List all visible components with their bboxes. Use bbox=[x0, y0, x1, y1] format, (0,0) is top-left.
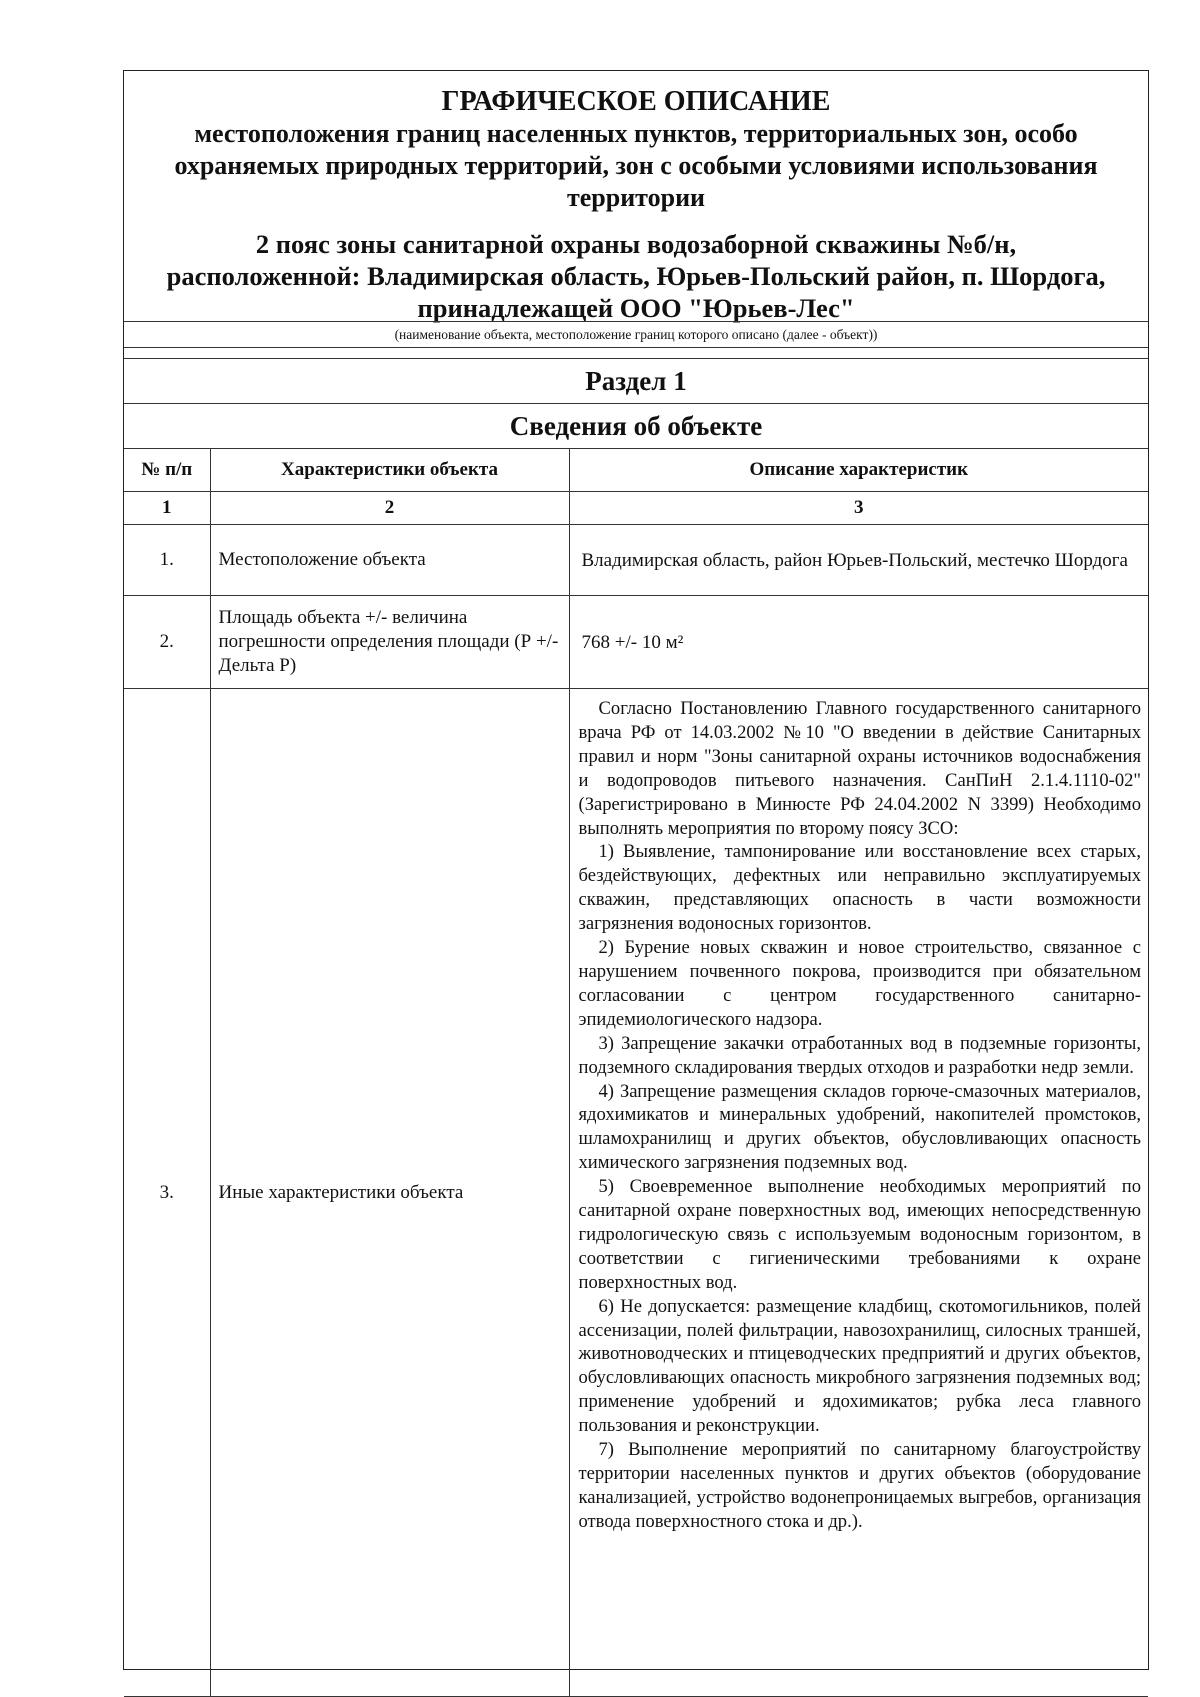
requirement-item: 2) Бурение новых скважин и новое строительство, связанное с нарушением почвенного покрова, производится при обязательном согласовании с центром государственного санитарно-эпидемиологического надзора. bbox=[578, 937, 1141, 1030]
requirements-intro: Согласно Постановлению Главного государственного санитарного врача РФ от 14.03.2002 №10 "О введении в действие Санитарных правил и норм "Зоны санитарной охраны источников водоснабжения и водопроводов питьевого назначения. СанПиН 2.1.4.1110-02" (Зарегистрировано в Минюсте РФ 24.04.2002 N 3399) Необходимо выполнять мероприятия по второму поясу ЗСО: bbox=[578, 698, 1141, 839]
row-label: Местоположение объекта bbox=[210, 525, 569, 596]
table-row bbox=[124, 596, 1148, 689]
row-number: 2. bbox=[124, 596, 210, 689]
subtitle-line: охраняемых природных территорий, зон с особыми условиями использования bbox=[174, 151, 1098, 180]
requirement-item: 4) Запрещение размещения складов горюче-смазочных материалов, ядохимикатов и минеральных удобрений, накопителей промстоков, шламохранилищ и других объектов, обусловливающих опасность химического загрязнения подземных вод. bbox=[578, 1080, 1141, 1174]
object-name bbox=[124, 228, 1148, 324]
table-header-row bbox=[124, 449, 1148, 492]
row-value: 768 +/- 10 м² bbox=[569, 596, 1148, 689]
column-number: 2 bbox=[210, 492, 569, 525]
subtitle-line: территории bbox=[566, 183, 706, 212]
document-header bbox=[124, 71, 1148, 326]
row-value: Владимирская область, район Юрьев-Польский, местечко Шордога bbox=[569, 525, 1148, 596]
column-header: Характеристики объекта bbox=[210, 449, 569, 492]
document-title: ГРАФИЧЕСКОЕ ОПИСАНИЕ bbox=[441, 86, 831, 117]
requirement-item: 6) Не допускается: размещение кладбищ, скотомогильников, полей ассенизации, полей фильтрации, навозохранилищ, силосных траншей, животноводческих и птицеводческих предприятий и других объектов, обусловливающих опасность микробного загрязнения подземных вод; применение удобрений и ядохимикатов; рубка леса главного пользования и реконструкции. bbox=[578, 1295, 1141, 1437]
row-label: Площадь объекта +/- величина погрешности определения площади (Р +/- Дельта Р) bbox=[210, 596, 569, 689]
row-number: 3. bbox=[124, 689, 210, 1697]
section-subtitle: Сведения об объекте bbox=[124, 403, 1148, 448]
row-label: Иные характеристики объекта bbox=[210, 689, 569, 1697]
column-number-row bbox=[124, 492, 1148, 525]
column-number: 1 bbox=[124, 492, 210, 525]
object-info-table bbox=[124, 448, 1148, 1697]
column-header: Описание характеристик bbox=[569, 449, 1148, 492]
table-row bbox=[124, 525, 1148, 596]
object-name-line: принадлежащей ООО "Юрьев-Лес" bbox=[417, 293, 855, 323]
section-title: Раздел 1 bbox=[124, 358, 1148, 403]
object-name-caption: (наименование объекта, местоположение границ которого описано (далее - объект)) bbox=[124, 321, 1148, 348]
requirement-item: 3) Запрещение закачки отработанных вод в подземные горизонты, подземного складирования твердых отходов и разработки недр земли. bbox=[578, 1032, 1141, 1078]
column-header: № п/п bbox=[124, 449, 210, 492]
document-frame bbox=[123, 70, 1149, 1670]
requirement-item: 7) Выполнение мероприятий по санитарному благоустройству территории населенных пунктов и других объектов (оборудование канализацией, устройство водонепроницаемых выгребов, организация отвода поверхностного стока и др.). bbox=[578, 1439, 1141, 1532]
table-row bbox=[124, 689, 1148, 1697]
requirement-item: 1) Выявление, тампонирование или восстановление всех старых, бездействующих, дефектных или неправильно эксплуатируемых скважин, представляющих опасность в части возможности загрязнения водоносных горизонтов. bbox=[578, 841, 1141, 935]
document-subtitle bbox=[124, 118, 1148, 214]
object-name-line: расположенной: Владимирская область, Юрьев-Польский район, п. Шордога, bbox=[166, 261, 1106, 291]
row-value bbox=[569, 689, 1148, 1697]
row-number: 1. bbox=[124, 525, 210, 596]
subtitle-line: местоположения границ населенных пунктов, территориальных зон, особо bbox=[194, 119, 1078, 148]
column-number: 3 bbox=[569, 492, 1148, 525]
requirement-item: 5) Своевременное выполнение необходимых мероприятий по санитарной охране поверхностных вод, имеющих непосредственную гидрологическую связь с используемым водоносным горизонтом, в соответствии с гигиеническими требованиями к охране поверхностных вод. bbox=[578, 1176, 1141, 1293]
object-name-line: 2 пояс зоны санитарной охраны водозаборной скважины №б/н, bbox=[255, 229, 1017, 259]
